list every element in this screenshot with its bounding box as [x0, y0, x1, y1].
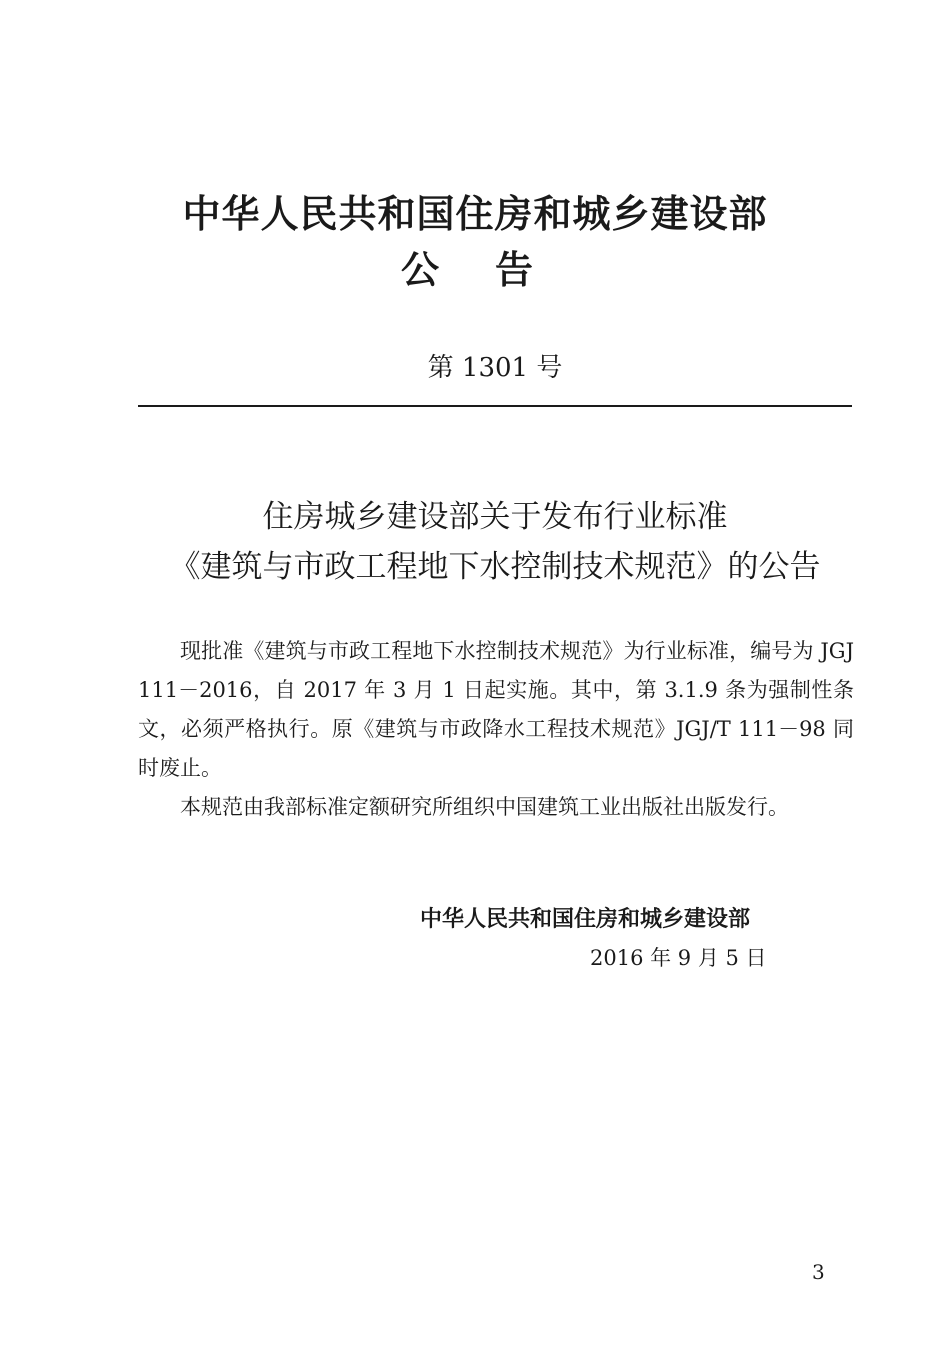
- subject-title-line-1: 住房城乡建设部关于发布行业标准: [262, 499, 728, 535]
- subject-title-line-2: 《建筑与市政工程地下水控制技术规范》的公告: [169, 549, 821, 585]
- notice-number: 第 1301 号: [427, 353, 563, 383]
- issuer-title: 中华人民共和国住房和城乡建设部: [182, 192, 768, 236]
- signature-date: 2016 年 9 月 5 日: [590, 946, 767, 970]
- body-paragraph-2: 本规范由我部标准定额研究所组织中国建筑工业出版社出版发行。: [180, 795, 789, 819]
- body-paragraph-1: 现批准《建筑与市政工程地下水控制技术规范》为行业标准，编号为 JGJ 111－2016，自 2017 年 3 月 1 日起实施。其中，第 3.1.9 条为强制性条文，必须严格执行。原《建筑与市政降水工程技术规范》JGJ/T 111－98 同时废止。: [138, 639, 854, 780]
- header-divider: [138, 405, 852, 407]
- notice-heading: 公告: [400, 248, 589, 292]
- subject-title: [130, 492, 860, 592]
- signature-organization: 中华人民共和国住房和城乡建设部: [420, 907, 751, 932]
- body-text: [138, 632, 854, 827]
- page-number: 3: [812, 1260, 825, 1284]
